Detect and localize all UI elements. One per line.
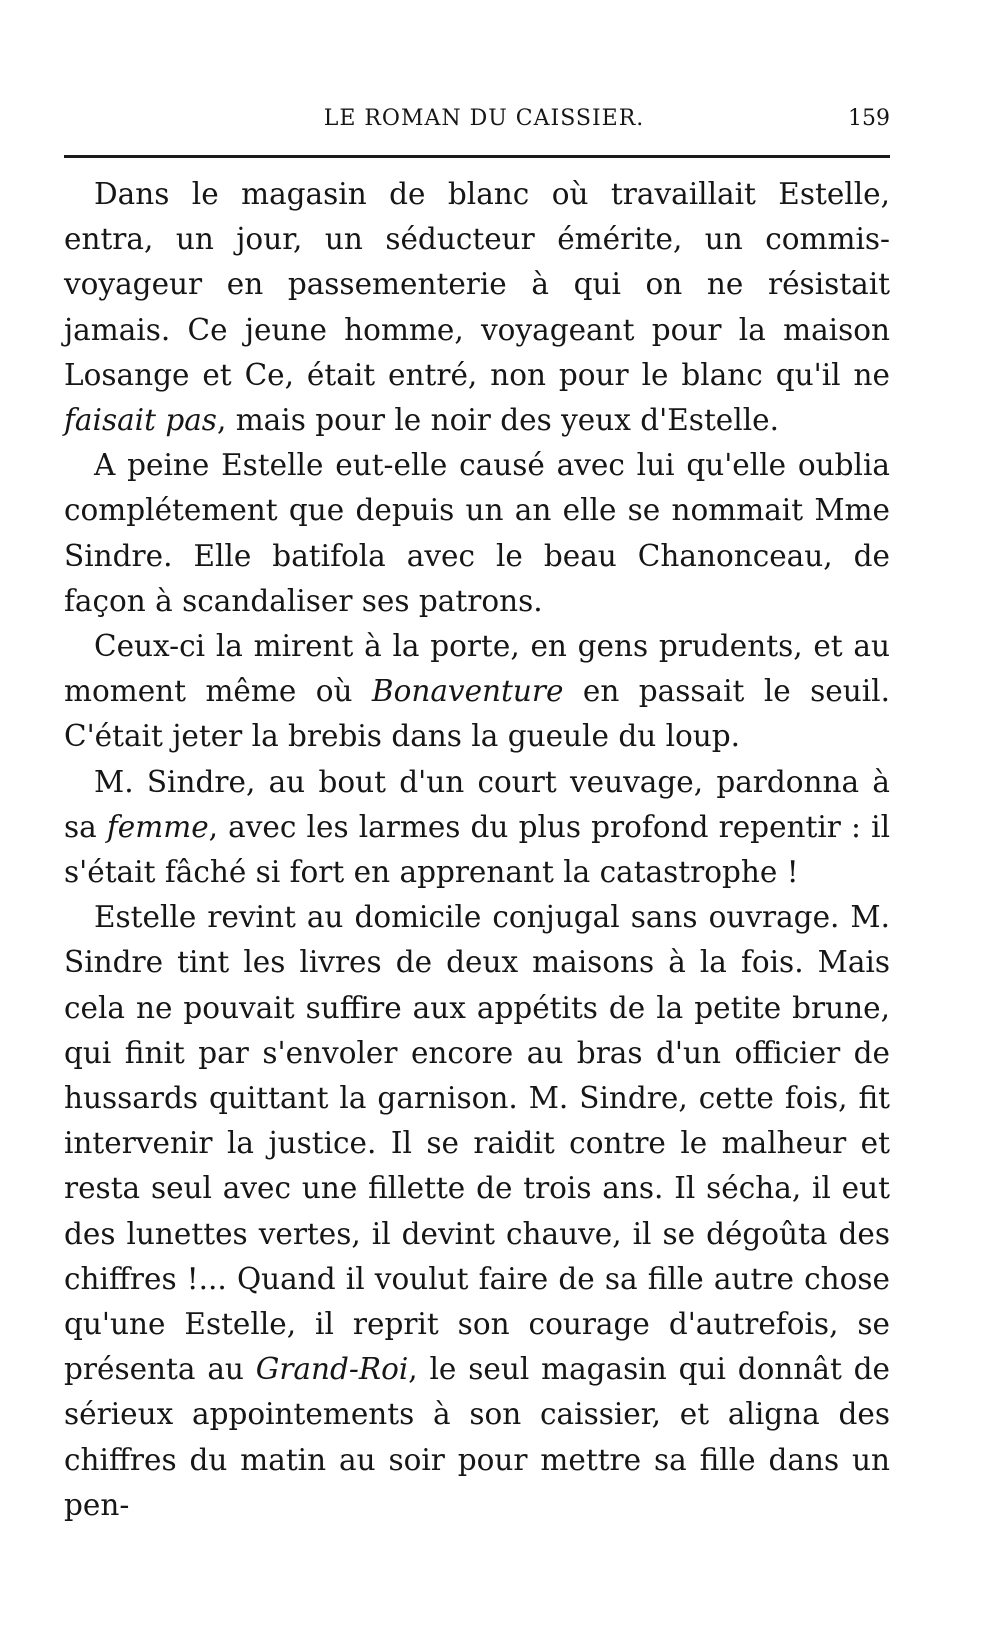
paragraph [64,443,890,624]
text-run: Estelle revint au domicile conjugal sans ouvrage. M. Sindre tint les livres de deux maisons à la fois. Mais cela ne pouvait suffire aux appétits de la petite brune, qui finit par s'envoler encore au bras d'un officier de hussards quittant la garnison. M. Sindre, cette fois, fit intervenir la justice. Il se raidit contre le malheur et resta seul avec une fillette de trois ans. Il sécha, il eut des lunettes vertes, il devint chauve, il se dégoûta des chiffres !... Quand il voulut faire de sa fille autre chose qu'une Estelle, il reprit son courage d'autrefois, se présenta au [64,900,890,1387]
text-run: Ceux-ci la mirent à la porte, en gens prudents, et au moment même où [64,629,890,709]
italic-run: Grand-Roi [255,1352,409,1387]
paragraph [64,760,890,896]
text-run: , avec les larmes du plus profond repentir : il s'était fâché si fort en apprenant la catastrophe ! [64,809,890,890]
body-text [64,172,890,1528]
page-number: 159 [848,106,890,131]
italic-run: faisait pas [64,403,217,438]
text-run: , le seul magasin qui donnât de sérieux appointements à son caissier, et aligna des chiffres du matin au soir pour mettre sa fille dans un pen- [64,1352,890,1522]
text-run: , mais pour le noir des yeux d'Estelle. [216,403,779,438]
text-run: A peine Estelle eut-elle causé avec lui qu'elle oublia complétement que depuis un an elle se nommait Mme Sindre. Elle batifola avec le beau Chanonceau, de façon à scandaliser ses patrons. [64,448,890,618]
paragraph [64,624,890,760]
paragraph [64,172,890,443]
text-run: Dans le magasin de blanc où travaillait Estelle, entra, un jour, un séducteur émérite, un commis-voyageur en passementerie à qui on ne résistait jamais. Ce jeune homme, voyageant pour la maison Losange et Ce, était entré, non pour le blanc qu'il ne [64,177,890,392]
paragraph [64,895,890,1528]
running-title: LE ROMAN DU CAISSIER. [323,106,645,131]
running-head [64,106,890,140]
italic-run: Bonaventure [371,674,564,709]
text-run: M. Sindre, au bout d'un court veuvage, pardonna à sa [64,764,890,844]
header-rule [64,155,890,158]
text-run: en passait le seuil. C'était jeter la brebis dans la gueule du loup. [64,674,890,754]
italic-run: femme [106,809,209,844]
